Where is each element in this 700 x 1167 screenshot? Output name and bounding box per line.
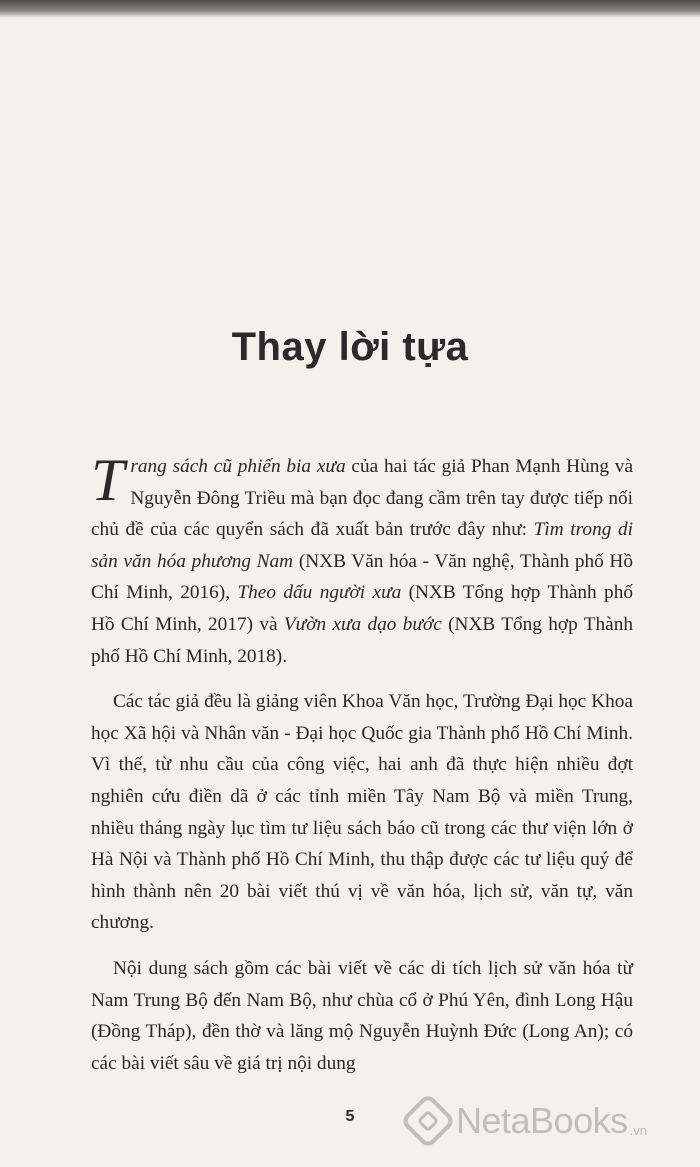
- paragraph-1-text-c: (NXB Tổng hợp Thành phố Hồ Chí Minh, 2017) và: [91, 582, 633, 635]
- page-top-edge: [0, 0, 700, 18]
- netabooks-watermark: [408, 1098, 700, 1144]
- drop-cap: T: [91, 447, 125, 513]
- book-title-3: Vườn xưa dạo bước: [283, 613, 442, 635]
- watermark-suffix: .vn: [629, 1123, 647, 1138]
- paragraph-1-text-d: (NXB Tổng hợp Thành phố Hồ Chí Minh, 2018).: [91, 613, 634, 667]
- paragraph-3: [91, 953, 633, 1079]
- watermark-brand: NetaBooks: [456, 1100, 628, 1141]
- page-number: 5: [345, 1108, 355, 1125]
- page-title: Thay lời tựa: [231, 324, 469, 369]
- paragraph-1: [91, 447, 634, 672]
- book-title-2: Theo dấu người xưa: [237, 582, 402, 604]
- body-text: [91, 447, 634, 1079]
- paragraph-2-text: Các tác giả đều là giảng viên Khoa Văn học, Trường Đại học Khoa học Xã hội và Nhân văn - Đại học Quốc gia Thành phố Hồ Chí Minh. Vì thế, từ nhu cầu của công việc, hai anh đã thực hiện nhiều đợt nghiên cứu điền dã ở các tỉnh miền Tây Nam Bộ và miền Trung, nhiều tháng ngày lục tìm tư liệu sách báo cũ trong các thư viện lớn ở Hà Nội và Thành phố Hồ Chí Minh, thu thập được các tư liệu quý để hình thành nên 20 bài viết thú vị về văn hóa, lịch sử, văn tự, văn chương.: [91, 691, 633, 934]
- book-title-current: rang sách cũ phiến bia xưa: [130, 456, 346, 477]
- paragraph-1-text-b: (NXB Văn hóa - Văn nghệ, Thành phố Hồ Chí Minh, 2016),: [91, 550, 633, 604]
- paragraph-2: [91, 686, 633, 939]
- book-title-1: Tìm trong di sản văn hóa phương Nam: [91, 519, 633, 572]
- netabooks-logo-icon: [400, 1093, 457, 1150]
- paragraph-1-text-a: của hai tác giả Phan Mạnh Hùng và Nguyễn Đông Triều mà bạn đọc đang cầm trên tay được tiếp nối chủ đề của các quyển sách đã xuất bản trước đây như:: [91, 456, 634, 541]
- paragraph-3-text: Nội dung sách gồm các bài viết về các di tích lịch sử văn hóa từ Nam Trung Bộ đến Nam Bộ, như chùa cổ ở Phú Yên, đình Long Hậu (Đồng Tháp), đền thờ và lăng mộ Nguyễn Huỳnh Đức (Long An); có các bài viết sâu về giá trị nội dung: [91, 957, 633, 1074]
